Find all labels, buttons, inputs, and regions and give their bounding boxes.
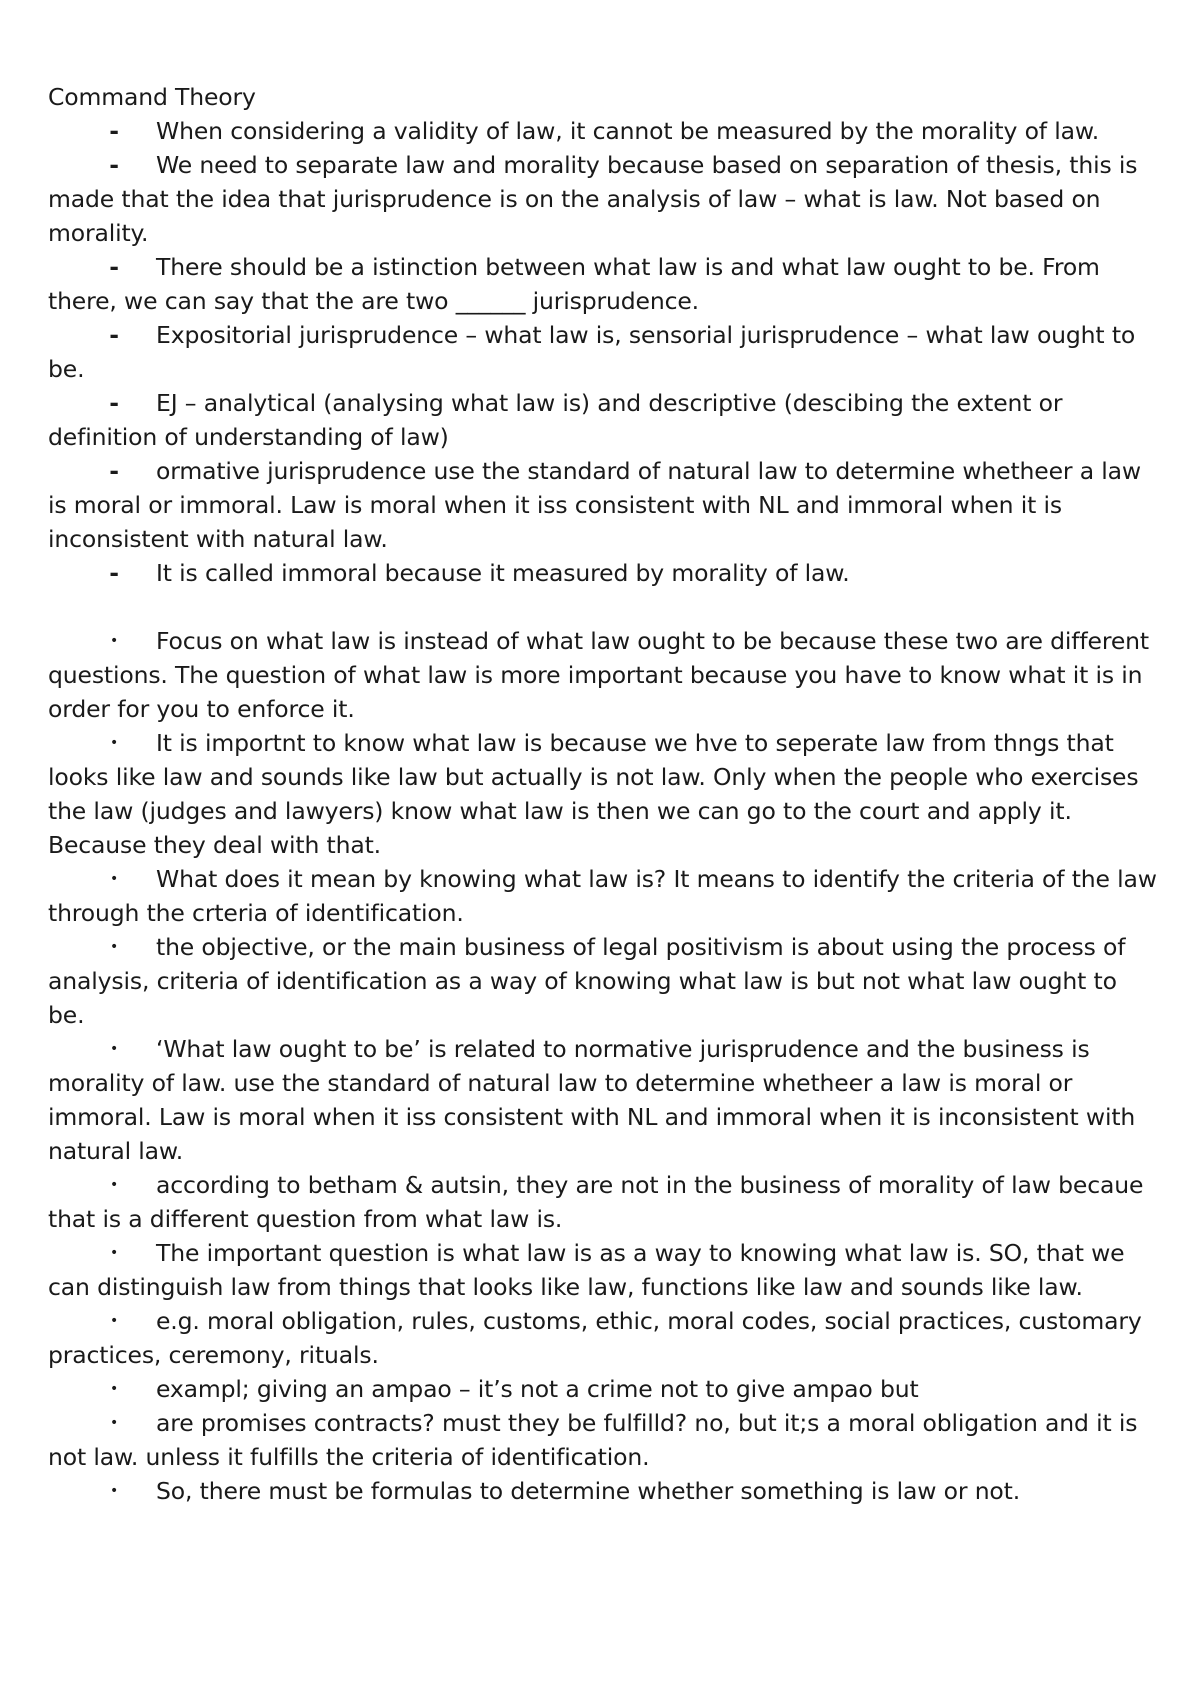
list-item-text: are promises contracts? must they be fulfilld? no, but it;s a moral obligation and it is not law. unless it fulfills the criteria of identification.	[48, 1409, 1138, 1471]
dash-list-item	[48, 250, 1160, 318]
bullet-list	[48, 624, 1160, 1508]
bullet-list-item	[48, 862, 1160, 930]
list-item-text: It is called immoral because it measured by morality of law.	[156, 559, 850, 587]
document-page	[48, 80, 1160, 1508]
list-item-text: ‘What law ought to be’ is related to normative jurisprudence and the business is morality of law. use the standard of natural law to determine whetheer a law is moral or immoral. Law is moral when it iss consistent with NL and immoral when it is inconsistent with natural law.	[48, 1035, 1136, 1165]
list-item-text: Focus on what law is instead of what law ought to be because these two are different questions. The question of what law is more important because you have to know what it is in order for you to enforce it.	[48, 627, 1149, 723]
list-item-text: Expositorial jurisprudence – what law is, sensorial jurisprudence – what law ought to be.	[48, 321, 1136, 383]
bullet-marker: •	[109, 871, 119, 887]
list-item-text: When considering a validity of law, it cannot be measured by the morality of law.	[156, 117, 1100, 145]
bullet-list-item	[48, 726, 1160, 862]
bullet-list-item	[48, 930, 1160, 1032]
bullet-list-item	[48, 1236, 1160, 1304]
bullet-marker: •	[109, 1381, 119, 1397]
document-title: Command Theory	[48, 83, 256, 111]
bullet-list-item	[48, 1372, 1160, 1406]
bullet-marker: •	[109, 1177, 119, 1193]
dash-list-item	[48, 114, 1160, 148]
list-item-text: We need to separate law and morality because based on separation of thesis, this is made that the idea that jurisprudence is on the analysis of law – what is law. Not based on morality.	[48, 151, 1138, 247]
bullet-marker: •	[109, 1245, 119, 1261]
dash-list	[48, 114, 1160, 590]
list-item-text: exampl; giving an ampao – it’s not a crime not to give ampao but	[156, 1375, 919, 1403]
list-item-text: The important question is what law is as a way to knowing what law is. SO, that we can distinguish law from things that looks like law, functions like law and sounds like law.	[48, 1239, 1125, 1301]
bullet-marker: •	[109, 735, 119, 751]
list-item-text: according to betham & autsin, they are not in the business of morality of law becaue that is a different question from what law is.	[48, 1171, 1144, 1233]
bullet-marker: •	[109, 939, 119, 955]
list-item-text: So, there must be formulas to determine whether something is law or not.	[156, 1477, 1021, 1505]
list-item-text: What does it mean by knowing what law is? It means to identify the criteria of the law through the crteria of identification.	[48, 865, 1157, 927]
dash-marker: -	[109, 151, 119, 179]
bullet-list-item	[48, 1304, 1160, 1372]
list-item-text: the objective, or the main business of legal positivism is about using the process of analysis, criteria of identification as a way of knowing what law is but not what law ought to be.	[48, 933, 1126, 1029]
bullet-list-item	[48, 1168, 1160, 1236]
dash-list-item	[48, 318, 1160, 386]
dash-list-item	[48, 454, 1160, 556]
list-item-text: ormative jurisprudence use the standard of natural law to determine whetheer a law is moral or immoral. Law is moral when it iss consistent with NL and immoral when it is inconsistent with natural law.	[48, 457, 1142, 553]
section-gap	[48, 590, 1160, 624]
dash-list-item	[48, 556, 1160, 590]
dash-marker: -	[109, 117, 119, 145]
dash-marker: -	[109, 321, 119, 349]
bullet-list-item	[48, 1474, 1160, 1508]
dash-marker: -	[109, 559, 119, 587]
bullet-list-item	[48, 624, 1160, 726]
bullet-marker: •	[109, 1415, 119, 1431]
dash-marker: -	[109, 457, 119, 485]
list-item-text: It is importnt to know what law is because we hve to seperate law from thngs that looks like law and sounds like law but actually is not law. Only when the people who exercises the law (judges and lawyers) know what law is then we can go to the court and apply it. Because they deal with that.	[48, 729, 1139, 859]
dash-marker: -	[109, 253, 119, 281]
list-item-text: e.g. moral obligation, rules, customs, ethic, moral codes, social practices, customary practices, ceremony, rituals.	[48, 1307, 1142, 1369]
list-item-text: EJ – analytical (analysing what law is) and descriptive (descibing the extent or definition of understanding of law)	[48, 389, 1063, 451]
bullet-marker: •	[109, 1041, 119, 1057]
list-item-text: There should be a istinction between what law is and what law ought to be. From there, we can say that the are two ______ jurisprudence.	[48, 253, 1100, 315]
bullet-marker: •	[109, 1313, 119, 1329]
dash-list-item	[48, 148, 1160, 250]
bullet-marker: •	[109, 1483, 119, 1499]
dash-marker: -	[109, 389, 119, 417]
bullet-list-item	[48, 1032, 1160, 1168]
dash-list-item	[48, 386, 1160, 454]
bullet-list-item	[48, 1406, 1160, 1474]
bullet-marker: •	[109, 633, 119, 649]
